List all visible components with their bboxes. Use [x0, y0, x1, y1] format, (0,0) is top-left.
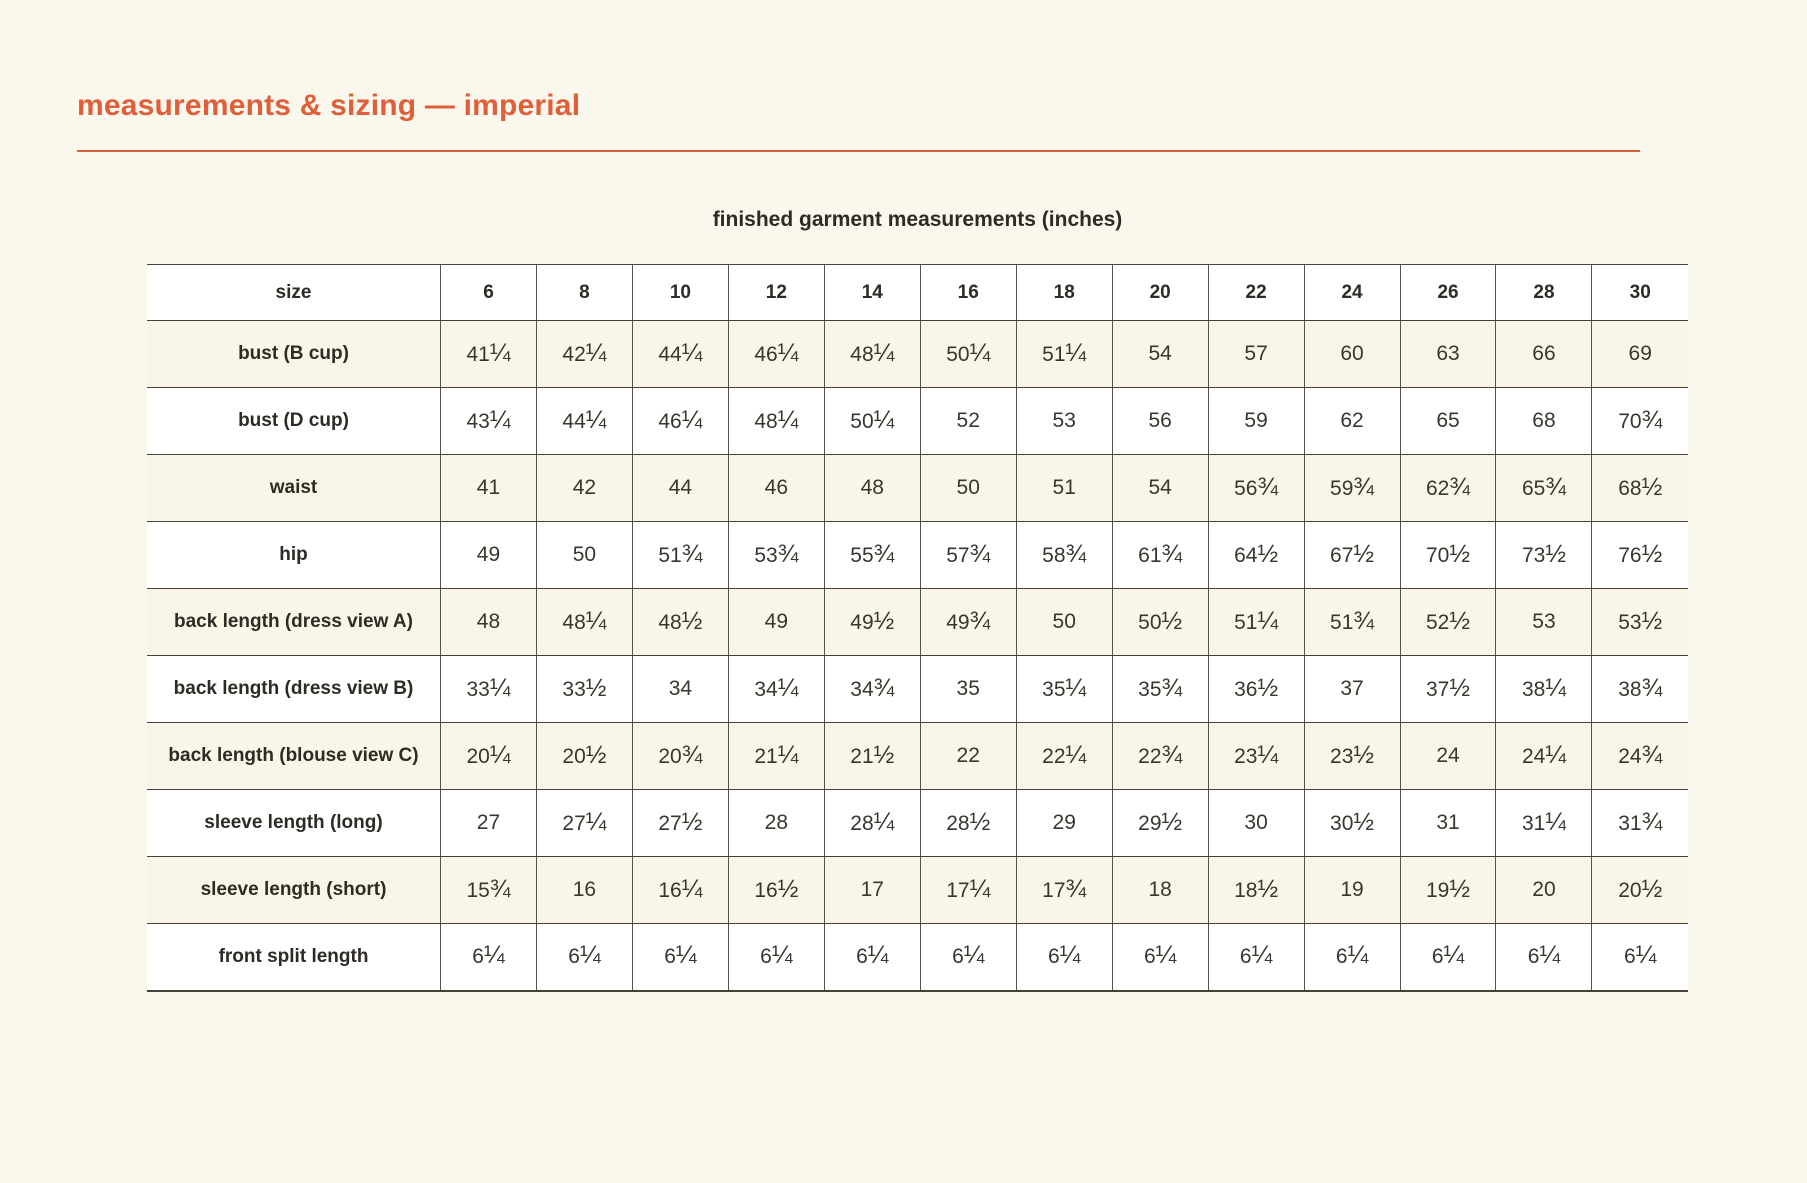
measurement-cell: 24¼ [1496, 723, 1592, 790]
fraction: ¼ [489, 339, 511, 367]
fraction: ½ [1449, 540, 1471, 568]
measurement-cell: 62 [1304, 388, 1400, 455]
fraction: ¼ [777, 674, 799, 702]
fraction: ¼ [963, 942, 985, 970]
measurement-cell: 52 [920, 388, 1016, 455]
measurement-cell: 19 [1304, 857, 1400, 924]
measurement-cell: 48 [824, 455, 920, 522]
fraction: ½ [1161, 607, 1183, 635]
table-row [147, 388, 1688, 455]
fraction: ¾ [1641, 406, 1663, 434]
measurement-cell: 34¾ [824, 656, 920, 723]
fraction: ½ [585, 674, 607, 702]
measurement-cell: 15¾ [441, 857, 537, 924]
measurement-cell: 16 [536, 857, 632, 924]
measurement-cell: 43¼ [441, 388, 537, 455]
row-label: waist [147, 455, 441, 522]
fraction: ¾ [489, 875, 511, 903]
measurement-cell: 48¼ [536, 589, 632, 656]
measurement-cell: 44¼ [632, 321, 728, 388]
measurement-cell: 6¼ [728, 924, 824, 991]
fraction: ¼ [489, 741, 511, 769]
size-column-header-16: 16 [920, 265, 1016, 321]
measurement-cell: 53¾ [728, 522, 824, 589]
measurement-cell: 50 [1016, 589, 1112, 656]
fraction: ½ [1641, 875, 1663, 903]
row-label: back length (blouse view C) [147, 723, 441, 790]
measurement-cell: 38¾ [1592, 656, 1688, 723]
measurement-cell: 6¼ [1112, 924, 1208, 991]
table-row [147, 857, 1688, 924]
size-column-header-6: 6 [441, 265, 537, 321]
measurement-cell: 50½ [1112, 589, 1208, 656]
fraction: ¼ [1059, 942, 1081, 970]
row-label: bust (B cup) [147, 321, 441, 388]
fraction: ¼ [1257, 607, 1279, 635]
measurement-cell: 52½ [1400, 589, 1496, 656]
fraction: ¼ [873, 808, 895, 836]
measurement-cell: 63 [1400, 321, 1496, 388]
measurements-table [147, 264, 1688, 992]
measurement-cell: 17¾ [1016, 857, 1112, 924]
fraction: ¼ [777, 741, 799, 769]
measurement-cell: 41 [441, 455, 537, 522]
fraction: ¾ [1161, 540, 1183, 568]
fraction: ½ [1353, 540, 1375, 568]
measurement-cell: 33½ [536, 656, 632, 723]
measurement-cell: 16½ [728, 857, 824, 924]
measurement-cell: 51¾ [1304, 589, 1400, 656]
measurement-cell: 64½ [1208, 522, 1304, 589]
measurement-cell: 28¼ [824, 790, 920, 857]
fraction: ½ [1641, 607, 1663, 635]
measurement-cell: 48½ [632, 589, 728, 656]
measurement-cell: 68 [1496, 388, 1592, 455]
measurement-cell: 46 [728, 455, 824, 522]
measurement-cell: 31 [1400, 790, 1496, 857]
measurement-cell: 21¼ [728, 723, 824, 790]
fraction: ¾ [1257, 473, 1279, 501]
measurement-cell: 35 [920, 656, 1016, 723]
measurement-cell: 6¼ [1400, 924, 1496, 991]
row-label: front split length [147, 924, 441, 991]
measurement-cell: 24¾ [1592, 723, 1688, 790]
measurement-cell: 57¾ [920, 522, 1016, 589]
fraction: ¼ [777, 339, 799, 367]
fraction: ¼ [585, 406, 607, 434]
fraction: ¼ [1545, 741, 1566, 769]
fraction: ¾ [777, 540, 799, 568]
fraction: ¼ [579, 942, 601, 970]
measurement-cell: 59¾ [1304, 455, 1400, 522]
measurement-cell: 6¼ [536, 924, 632, 991]
fraction: ¾ [969, 540, 991, 568]
measurement-cell: 65¾ [1496, 455, 1592, 522]
measurement-cell: 22¾ [1112, 723, 1208, 790]
measurement-cell: 50 [920, 455, 1016, 522]
fraction: ¼ [489, 674, 511, 702]
measurement-cell: 20 [1496, 857, 1592, 924]
measurement-cell: 49 [728, 589, 824, 656]
fraction: ¾ [1641, 808, 1663, 836]
fraction: ½ [585, 741, 607, 769]
fraction: ½ [681, 808, 703, 836]
measurement-cell: 48 [441, 589, 537, 656]
fraction: ¼ [969, 875, 991, 903]
measurement-cell: 66 [1496, 321, 1592, 388]
measurement-cell: 37½ [1400, 656, 1496, 723]
fraction: ½ [1449, 674, 1471, 702]
measurement-cell: 6¼ [1592, 924, 1688, 991]
row-label: bust (D cup) [147, 388, 441, 455]
measurement-cell: 23¼ [1208, 723, 1304, 790]
measurement-cell: 54 [1112, 455, 1208, 522]
fraction: ½ [1449, 875, 1471, 903]
fraction: ½ [777, 875, 799, 903]
measurement-cell: 41¼ [441, 321, 537, 388]
measurement-cell: 51 [1016, 455, 1112, 522]
measurement-cell: 37 [1304, 656, 1400, 723]
measurement-cell: 53½ [1592, 589, 1688, 656]
row-label: hip [147, 522, 441, 589]
measurement-cell: 36½ [1208, 656, 1304, 723]
measurement-cell: 18½ [1208, 857, 1304, 924]
fraction: ½ [1353, 808, 1375, 836]
fraction: ¼ [489, 406, 511, 434]
measurement-cell: 35¾ [1112, 656, 1208, 723]
measurement-cell: 21½ [824, 723, 920, 790]
measurement-cell: 20¾ [632, 723, 728, 790]
measurement-cell: 28 [728, 790, 824, 857]
fraction: ½ [1545, 540, 1566, 568]
measurement-cell: 27 [441, 790, 537, 857]
fraction: ¼ [585, 339, 607, 367]
fraction: ½ [1353, 741, 1375, 769]
fraction: ¼ [1065, 741, 1087, 769]
measurement-cell: 20½ [1592, 857, 1688, 924]
measurement-cell: 34¼ [728, 656, 824, 723]
measurement-cell: 17 [824, 857, 920, 924]
measurement-cell: 65 [1400, 388, 1496, 455]
page-title: measurements & sizing — imperial [77, 89, 581, 122]
size-column-header-10: 10 [632, 265, 728, 321]
measurement-cell: 20¼ [441, 723, 537, 790]
measurement-cell: 56¾ [1208, 455, 1304, 522]
fraction: ½ [1449, 607, 1471, 635]
size-column-header-12: 12 [728, 265, 824, 321]
fraction: ¼ [1065, 674, 1087, 702]
measurement-cell: 6¼ [1304, 924, 1400, 991]
fraction: ¼ [969, 339, 991, 367]
measurement-cell: 53 [1496, 589, 1592, 656]
measurement-cell: 53 [1016, 388, 1112, 455]
measurement-cell: 29½ [1112, 790, 1208, 857]
size-row-header: size [147, 265, 441, 321]
fraction: ¼ [1635, 942, 1657, 970]
fraction: ¼ [483, 942, 505, 970]
size-column-header-24: 24 [1304, 265, 1400, 321]
measurement-cell: 33¼ [441, 656, 537, 723]
fraction: ¼ [867, 942, 889, 970]
measurement-cell: 30½ [1304, 790, 1400, 857]
size-column-header-26: 26 [1400, 265, 1496, 321]
table-header [147, 265, 1688, 321]
measurement-cell: 6¼ [920, 924, 1016, 991]
measurement-cell: 76½ [1592, 522, 1688, 589]
measurement-cell: 54 [1112, 321, 1208, 388]
table-row [147, 656, 1688, 723]
measurement-cell: 6¼ [1016, 924, 1112, 991]
measurement-cell: 46¼ [632, 388, 728, 455]
fraction: ¼ [1257, 741, 1279, 769]
measurement-cell: 44¼ [536, 388, 632, 455]
row-label: sleeve length (short) [147, 857, 441, 924]
fraction: ¼ [1065, 339, 1087, 367]
size-column-header-30: 30 [1592, 265, 1688, 321]
size-column-header-22: 22 [1208, 265, 1304, 321]
measurement-cell: 49 [441, 522, 537, 589]
fraction: ½ [1257, 875, 1279, 903]
table-row [147, 455, 1688, 522]
fraction: ¾ [1353, 473, 1375, 501]
fraction: ¼ [873, 339, 895, 367]
size-column-header-28: 28 [1496, 265, 1592, 321]
fraction: ¼ [1251, 942, 1273, 970]
accent-rule [77, 150, 1640, 152]
measurement-cell: 20½ [536, 723, 632, 790]
measurement-cell: 70¾ [1592, 388, 1688, 455]
measurement-cell: 29 [1016, 790, 1112, 857]
measurement-cell: 6¼ [441, 924, 537, 991]
measurement-cell: 42 [536, 455, 632, 522]
fraction: ¾ [873, 540, 895, 568]
measurement-cell: 34 [632, 656, 728, 723]
fraction: ¾ [1449, 473, 1471, 501]
table-row [147, 790, 1688, 857]
fraction: ¼ [681, 339, 703, 367]
measurement-cell: 50 [536, 522, 632, 589]
measurement-cell: 30 [1208, 790, 1304, 857]
measurement-cell: 27½ [632, 790, 728, 857]
measurement-cell: 42¼ [536, 321, 632, 388]
fraction: ½ [969, 808, 991, 836]
fraction: ¾ [1065, 875, 1087, 903]
table-row [147, 924, 1688, 991]
measurement-cell: 56 [1112, 388, 1208, 455]
fraction: ¾ [1161, 674, 1183, 702]
row-label: back length (dress view A) [147, 589, 441, 656]
measurement-cell: 17¼ [920, 857, 1016, 924]
measurement-cell: 61¾ [1112, 522, 1208, 589]
fraction: ¼ [1545, 674, 1566, 702]
fraction: ¼ [873, 406, 895, 434]
fraction: ¾ [1161, 741, 1183, 769]
row-label: sleeve length (long) [147, 790, 441, 857]
fraction: ½ [681, 607, 703, 635]
measurement-cell: 51¼ [1208, 589, 1304, 656]
measurement-cell: 31¼ [1496, 790, 1592, 857]
measurement-cell: 6¼ [824, 924, 920, 991]
fraction: ¼ [585, 808, 607, 836]
fraction: ½ [1257, 674, 1279, 702]
table-row [147, 522, 1688, 589]
fraction: ¾ [1641, 741, 1663, 769]
measurement-cell: 67½ [1304, 522, 1400, 589]
size-column-header-20: 20 [1112, 265, 1208, 321]
fraction: ¾ [873, 674, 895, 702]
fraction: ¾ [1545, 473, 1566, 501]
measurement-cell: 19½ [1400, 857, 1496, 924]
measurement-cell: 70½ [1400, 522, 1496, 589]
fraction: ¾ [681, 540, 703, 568]
fraction: ½ [1641, 473, 1663, 501]
measurement-cell: 50¼ [920, 321, 1016, 388]
measurement-cell: 44 [632, 455, 728, 522]
measurement-cell: 22¼ [1016, 723, 1112, 790]
measurement-cell: 51¾ [632, 522, 728, 589]
measurement-cell: 73½ [1496, 522, 1592, 589]
measurement-cell: 27¼ [536, 790, 632, 857]
measurement-cell: 60 [1304, 321, 1400, 388]
fraction: ½ [873, 607, 895, 635]
fraction: ¼ [681, 875, 703, 903]
fraction: ¾ [1353, 607, 1375, 635]
fraction: ¾ [1065, 540, 1087, 568]
measurement-cell: 18 [1112, 857, 1208, 924]
row-label: back length (dress view B) [147, 656, 441, 723]
fraction: ¼ [1545, 808, 1566, 836]
measurement-cell: 59 [1208, 388, 1304, 455]
header-row [147, 265, 1688, 321]
table-row [147, 723, 1688, 790]
fraction: ¼ [681, 406, 703, 434]
measurement-cell: 51¼ [1016, 321, 1112, 388]
fraction: ½ [1257, 540, 1279, 568]
measurement-cell: 6¼ [1208, 924, 1304, 991]
fraction: ¼ [1155, 942, 1177, 970]
fraction: ½ [873, 741, 895, 769]
fraction: ¼ [675, 942, 697, 970]
size-column-header-14: 14 [824, 265, 920, 321]
fraction: ¼ [1443, 942, 1465, 970]
table-row [147, 321, 1688, 388]
measurement-cell: 68½ [1592, 455, 1688, 522]
measurement-cell: 38¼ [1496, 656, 1592, 723]
measurement-cell: 6¼ [1496, 924, 1592, 991]
measurement-cell: 48¼ [728, 388, 824, 455]
measurement-cell: 57 [1208, 321, 1304, 388]
fraction: ¼ [1347, 942, 1369, 970]
measurement-cell: 23½ [1304, 723, 1400, 790]
size-column-header-8: 8 [536, 265, 632, 321]
measurement-cell: 24 [1400, 723, 1496, 790]
measurement-cell: 48¼ [824, 321, 920, 388]
measurement-cell: 55¾ [824, 522, 920, 589]
table-title: finished garment measurements (inches) [712, 208, 1123, 231]
measurement-cell: 49¾ [920, 589, 1016, 656]
measurement-cell: 35¼ [1016, 656, 1112, 723]
table-row [147, 589, 1688, 656]
measurement-cell: 16¼ [632, 857, 728, 924]
fraction: ½ [1161, 808, 1183, 836]
measurement-cell: 69 [1592, 321, 1688, 388]
fraction: ¼ [585, 607, 607, 635]
measurement-cell: 22 [920, 723, 1016, 790]
fraction: ¾ [681, 741, 703, 769]
measurements-section [147, 208, 1688, 992]
fraction: ½ [1641, 540, 1663, 568]
fraction: ¾ [1641, 674, 1663, 702]
measurement-cell: 49½ [824, 589, 920, 656]
measurement-cell: 50¼ [824, 388, 920, 455]
fraction: ¼ [777, 406, 799, 434]
measurement-cell: 6¼ [632, 924, 728, 991]
fraction: ¼ [1539, 942, 1561, 970]
measurement-cell: 62¾ [1400, 455, 1496, 522]
fraction: ¼ [771, 942, 793, 970]
table-body [147, 321, 1688, 991]
measurement-cell: 28½ [920, 790, 1016, 857]
measurement-cell: 58¾ [1016, 522, 1112, 589]
measurement-cell: 46¼ [728, 321, 824, 388]
measurement-cell: 31¾ [1592, 790, 1688, 857]
fraction: ¾ [969, 607, 991, 635]
size-column-header-18: 18 [1016, 265, 1112, 321]
